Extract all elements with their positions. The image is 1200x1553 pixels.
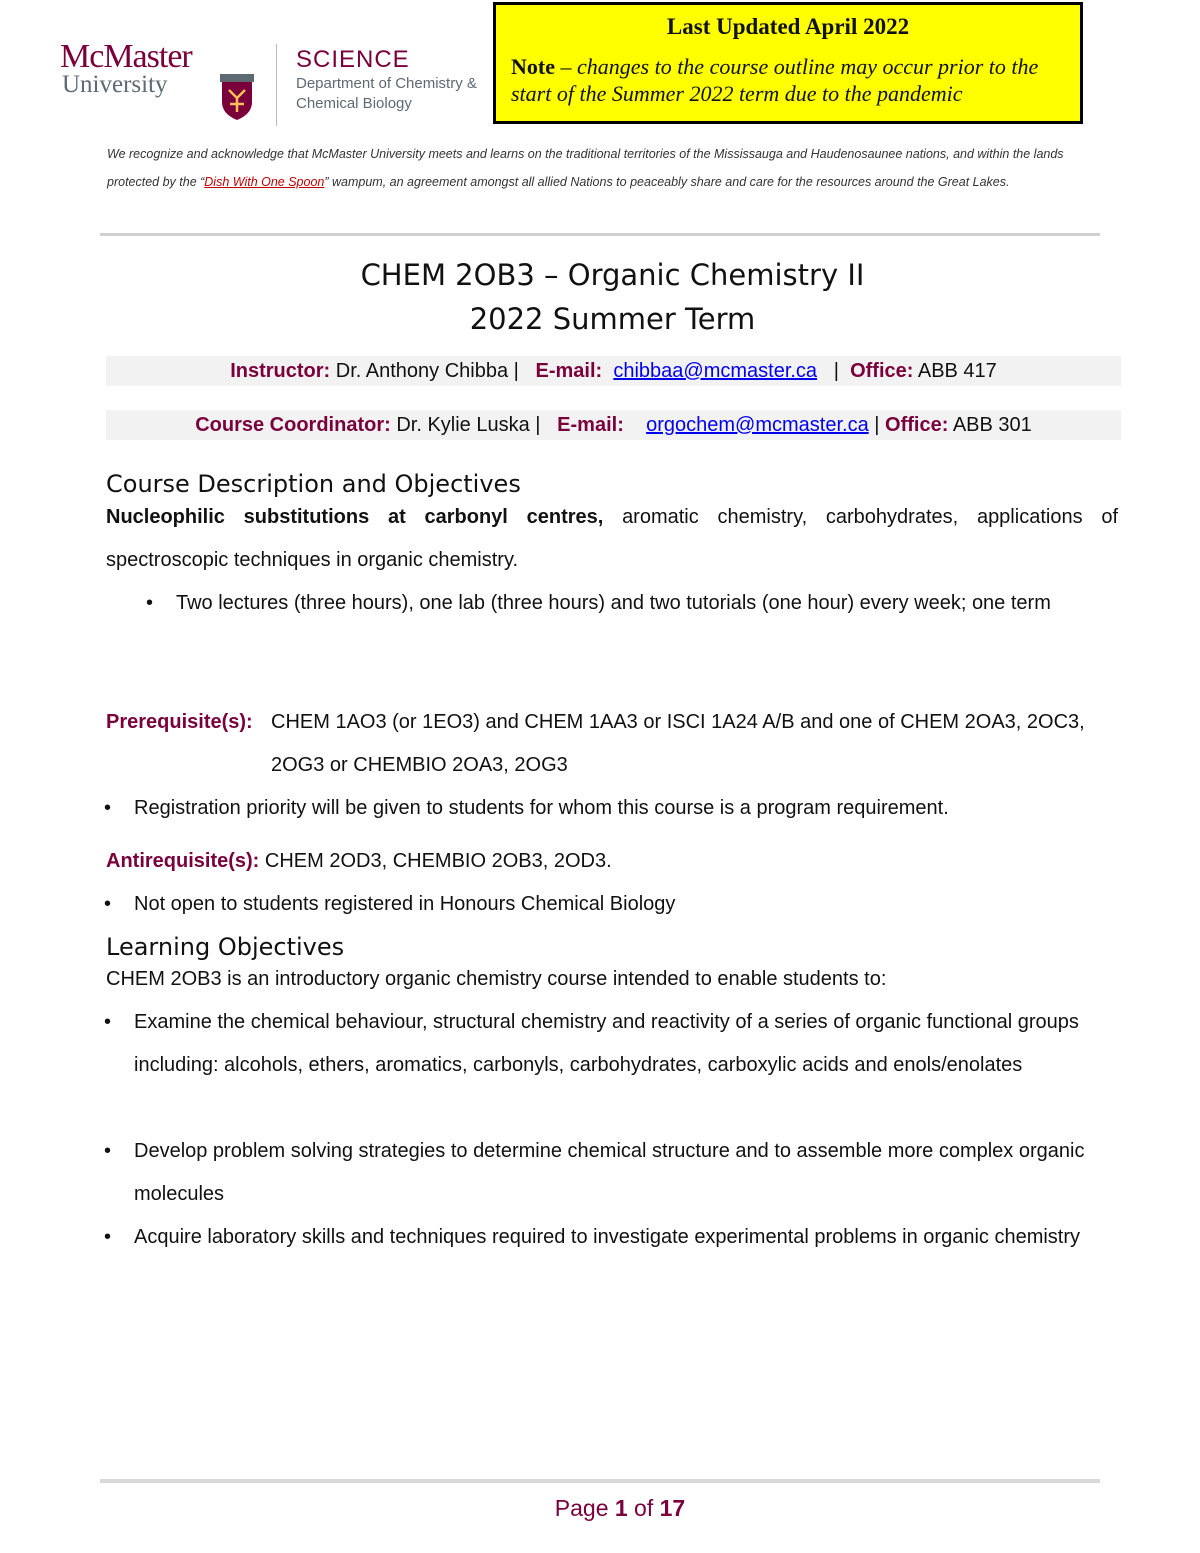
- logo-science-text: SCIENCE: [296, 46, 410, 73]
- instructor-label: Instructor:: [230, 360, 331, 382]
- land-acknowledgement: [107, 140, 1117, 196]
- dish-with-one-spoon-link[interactable]: Dish With One Spoon: [204, 175, 325, 189]
- instructor-email-label: E-mail:: [535, 360, 603, 382]
- course-term: 2022 Summer Term: [469, 302, 756, 336]
- description-heading: Course Description and Objectives: [106, 470, 521, 498]
- logo-dept-line2: Chemical Biology: [296, 95, 412, 112]
- ack-text-before: We recognize and acknowledge that McMaster University meets and learns on the traditional territories of the Mississauga and Haudenosaunee nations, and within the lands protected by the “: [107, 147, 1064, 189]
- instructor-name: Dr. Anthony Chibba |: [330, 360, 525, 382]
- instructor-separator: |: [828, 360, 845, 382]
- objective-text: Develop problem solving strategies to determine chemical structure and to assemble more complex organic molecules: [134, 1140, 1085, 1205]
- logo-mcmaster-text: McMaster: [60, 38, 192, 75]
- ack-text-after: ” wampum, an agreement amongst all allied Nations to peaceably share and care for the resources around the Great Lakes.: [324, 175, 1010, 189]
- page-number: [0, 1495, 1200, 1522]
- learning-objectives-heading: Learning Objectives: [106, 933, 345, 961]
- prerequisite-label: Prerequisite(s):: [106, 711, 253, 733]
- objective-text: Acquire laboratory skills and techniques required to investigate experimental problems in organic chemistry: [134, 1226, 1081, 1248]
- bullet-icon: •: [104, 1226, 112, 1248]
- logo-university-text: University: [62, 71, 168, 98]
- mcmaster-science-logo: [60, 38, 477, 128]
- page-current: 1: [614, 1495, 628, 1521]
- description-text: [106, 496, 1118, 582]
- list-item: [104, 1001, 1119, 1087]
- note-label: Note: [511, 54, 555, 79]
- coordinator-office-label: Office:: [885, 414, 949, 436]
- registration-priority-text: Registration priority will be given to students for whom this course is a program requirement.: [134, 797, 949, 819]
- note-title: Last Updated April 2022: [666, 14, 910, 39]
- instructor-email-link[interactable]: chibbaa@mcmaster.ca: [613, 360, 818, 382]
- bullet-icon: •: [104, 1140, 112, 1162]
- objective-text: Examine the chemical behaviour, structural chemistry and reactivity of a series of organic functional groups including: alcohols, ethers, aromatics, carbonyls, carbohydrates, carboxylic acids and enols/enolates: [134, 1011, 1079, 1076]
- of-word: of: [627, 1495, 660, 1521]
- instructor-info-bar: [106, 356, 1121, 386]
- description-text-rest: aromatic chemistry, carbohydrates, applications of spectroscopic techniques in organic chemistry.: [106, 506, 1118, 571]
- coordinator-name: Dr. Kylie Luska |: [390, 414, 547, 436]
- lecture-format-text: Two lectures (three hours), one lab (three hours) and two tutorials (one hour) every week; one term: [176, 592, 1051, 614]
- update-note-box: [493, 2, 1083, 124]
- note-text: – changes to the course outline may occur prior to the start of the Summer 2022 term due to the pandemic: [511, 54, 1039, 106]
- instructor-office: ABB 417: [913, 360, 997, 382]
- header-divider: [100, 233, 1100, 236]
- bullet-icon: •: [104, 1011, 112, 1033]
- antirequisite-line: [106, 840, 612, 883]
- note-body: [511, 53, 1080, 107]
- not-open-text: Not open to students registered in Honours Chemical Biology: [134, 893, 676, 915]
- bullet-icon: •: [104, 893, 112, 915]
- footer-divider: [100, 1479, 1100, 1483]
- bullet-icon: •: [146, 592, 154, 614]
- bullet-icon: •: [104, 797, 112, 819]
- logo-divider: [276, 44, 277, 126]
- list-item: [104, 1216, 1119, 1259]
- coordinator-email-link[interactable]: orgochem@mcmaster.ca: [646, 414, 869, 436]
- logo-dept-line1: Department of Chemistry &: [296, 75, 477, 92]
- coordinator-info-bar: [106, 410, 1121, 440]
- page-word: Page: [554, 1495, 615, 1521]
- list-item: [146, 582, 1096, 625]
- coordinator-separator: |: [868, 414, 886, 436]
- list-item: [104, 1130, 1119, 1216]
- instructor-office-label: Office:: [850, 360, 914, 382]
- list-item: [104, 787, 1114, 830]
- description-text-bold: Nucleophilic substitutions at carbonyl centres,: [106, 506, 604, 528]
- list-item: [104, 883, 1114, 926]
- antirequisite-text: CHEM 2OD3, CHEMBIO 2OB3, 2OD3.: [259, 850, 612, 872]
- university-crest-icon: [220, 74, 254, 120]
- learning-intro-text: CHEM 2OB3 is an introductory organic chemistry course intended to enable students to:: [106, 968, 887, 990]
- prerequisite-text: CHEM 1AO3 (or 1EO3) and CHEM 1AA3 or ISCI 1A24 A/B and one of CHEM 2OA3, 2OC3, 2OG3 or CHEMBIO 2OA3, 2OG3: [271, 711, 1085, 776]
- course-title: CHEM 2OB3 – Organic Chemistry II: [360, 258, 865, 292]
- antirequisite-label: Antirequisite(s):: [106, 850, 260, 872]
- coordinator-office: ABB 301: [948, 414, 1032, 436]
- coordinator-label: Course Coordinator:: [195, 414, 391, 436]
- page-total: 17: [659, 1495, 686, 1521]
- coordinator-email-label: E-mail:: [557, 414, 624, 436]
